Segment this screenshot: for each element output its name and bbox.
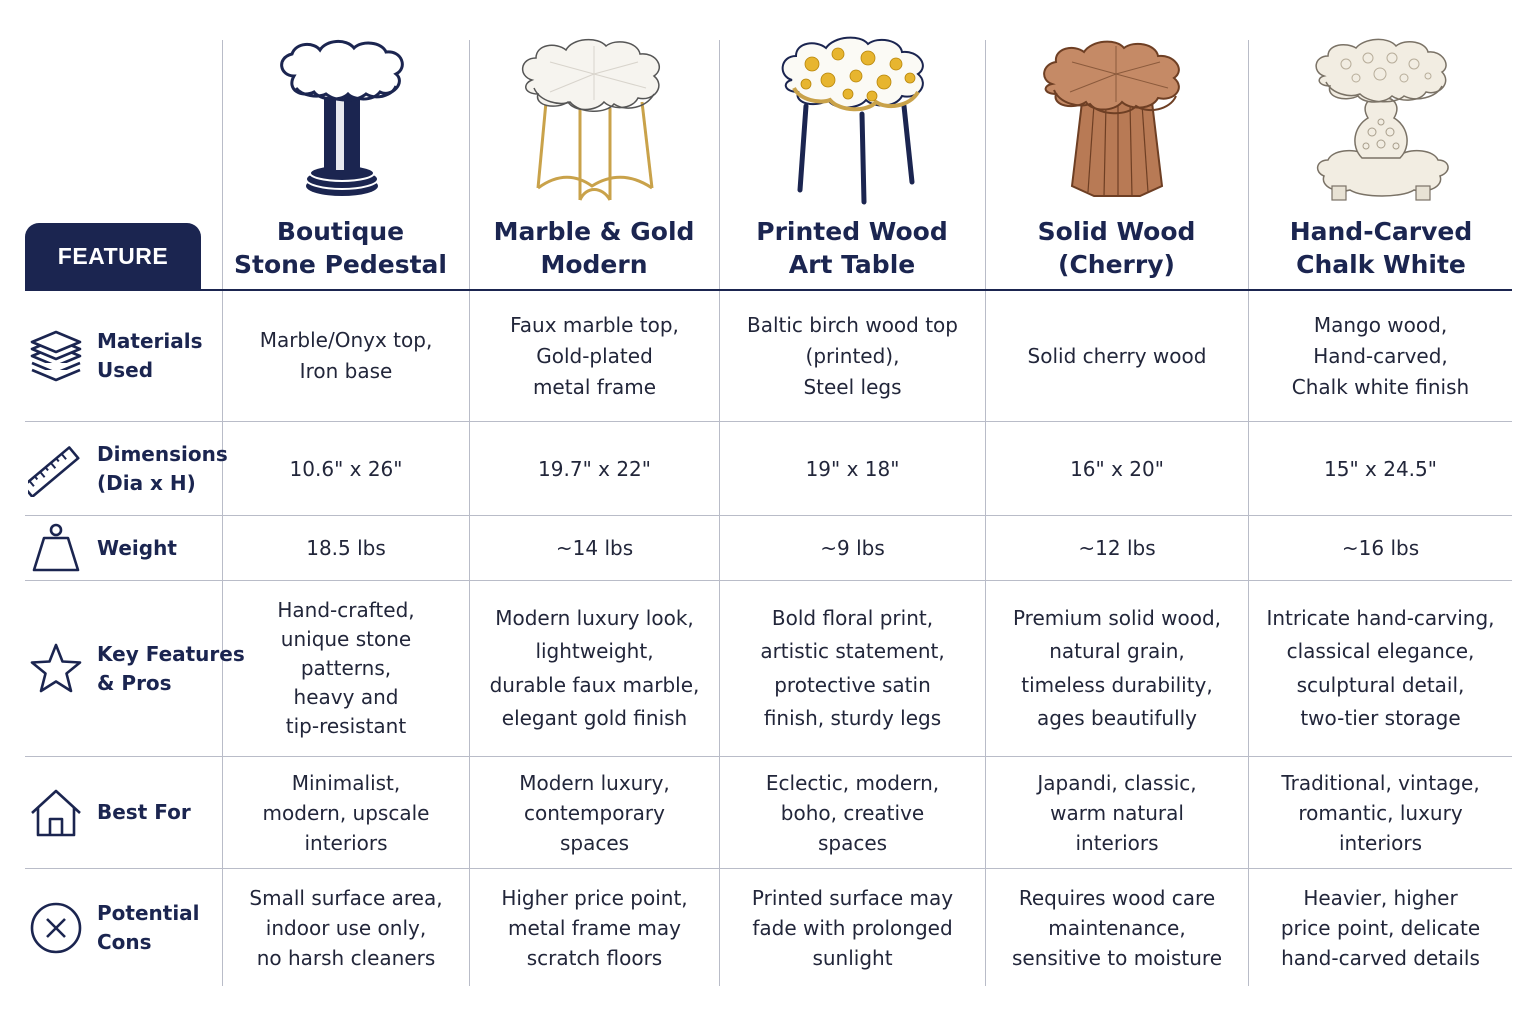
row-label-weight <box>25 516 222 580</box>
cell-weight-marble <box>470 516 719 580</box>
column-header-boutique-stone-pedestal <box>224 212 457 284</box>
cell-text: ~12 lbs <box>1078 536 1156 560</box>
cell-text: Modern luxury, <box>519 770 670 795</box>
cell-features-cherry <box>986 581 1248 756</box>
product-image-boutique-stone-pedestal <box>262 36 422 208</box>
cell-text: ~9 lbs <box>820 536 885 560</box>
cell-text: Faux marble top, <box>510 312 679 337</box>
cell-text: warm natural <box>1050 800 1184 825</box>
cell-text: Baltic birch wood top <box>746 312 958 337</box>
cell-text: interiors <box>304 830 388 855</box>
cell-weight-cherry <box>986 516 1248 580</box>
cell-text: Requires wood care <box>1018 885 1216 910</box>
cell-text: fade with prolonged <box>752 915 953 940</box>
cell-text: modern, upscale <box>262 800 430 825</box>
cell-cons-cherry <box>986 869 1248 986</box>
row-label-text: (Dia x H) <box>97 470 196 495</box>
cell-bestfor-cherry <box>986 757 1248 868</box>
cell-text: boho, creative <box>780 800 925 825</box>
row-label-dimensions <box>25 422 228 515</box>
cell-text: Printed surface may <box>751 885 954 910</box>
cell-text: interiors <box>1338 830 1423 855</box>
cell-text: protective satin <box>774 672 931 697</box>
white-cloud-top-navy-pedestal-table-illustration <box>262 36 422 208</box>
cell-text: hand-carved details <box>1281 945 1480 970</box>
cell-bestfor-marble <box>470 757 719 868</box>
cell-weight-printed <box>720 516 985 580</box>
layers-icon <box>25 325 87 387</box>
product-image-hand-carved-chalk-white <box>1306 36 1456 208</box>
product-image-printed-wood-art-table <box>772 36 938 208</box>
row-label-materials <box>25 291 222 421</box>
row-label-text: Materials <box>97 329 203 353</box>
cell-cons-chalk <box>1249 869 1512 986</box>
cell-text: two-tier storage <box>1300 706 1461 730</box>
row-label-text: Potential <box>97 900 200 925</box>
cell-materials-printed <box>720 291 985 421</box>
cell-text: artistic statement, <box>760 639 945 663</box>
product-name-line: Stone Pedestal <box>234 250 447 279</box>
cell-text: Traditional, vintage, <box>1281 770 1480 795</box>
row-label-best-for <box>25 757 222 868</box>
cell-dimensions-chalk <box>1249 422 1512 515</box>
cell-text: heavy and <box>293 685 399 709</box>
cell-cons-marble <box>470 869 719 986</box>
cell-text: Eclectic, modern, <box>765 770 940 795</box>
feature-header-badge: FEATURE <box>25 223 201 290</box>
product-name-line: Chalk White <box>1296 250 1466 279</box>
cell-text: scratch floors <box>526 945 663 970</box>
row-label-text: Cons <box>97 929 152 954</box>
cell-weight-boutique <box>223 516 469 580</box>
cell-text: metal frame may <box>507 915 682 940</box>
cell-materials-boutique <box>223 291 469 421</box>
star-icon <box>25 638 87 700</box>
cell-text: Japandi, classic, <box>1037 770 1197 795</box>
cell-text: Steel legs <box>803 374 902 399</box>
x-circle-icon <box>25 897 87 959</box>
cell-text: Heavier, higher <box>1303 885 1458 910</box>
cell-bestfor-printed <box>720 757 985 868</box>
cell-weight-chalk <box>1249 516 1512 580</box>
product-name-line: (Cherry) <box>1058 250 1175 279</box>
product-name-line: Marble & Gold <box>493 217 695 246</box>
white-marble-flower-top-gold-frame-table-illustration <box>510 36 676 208</box>
cell-materials-chalk <box>1249 291 1512 421</box>
cell-text: 19.7" x 22" <box>538 456 651 481</box>
cell-text: Iron base <box>299 359 393 383</box>
product-image-marble-gold-modern <box>510 36 676 208</box>
row-label-text: Weight <box>97 535 177 560</box>
cell-text: ~16 lbs <box>1341 536 1420 560</box>
cell-text: sensitive to moisture <box>1011 945 1222 970</box>
cell-text: Hand-carved, <box>1313 343 1448 368</box>
product-name-line: Boutique <box>276 217 405 246</box>
cell-features-boutique <box>223 581 469 756</box>
cell-text: spaces <box>817 830 888 855</box>
cell-features-chalk <box>1249 581 1512 756</box>
cell-text: finish, sturdy legs <box>763 706 942 730</box>
cell-text: 19" x 18" <box>805 456 900 481</box>
cell-text: maintenance, <box>1048 915 1186 940</box>
cell-text: Solid cherry wood <box>1027 343 1207 368</box>
cell-materials-marble <box>470 291 719 421</box>
cell-text: natural grain, <box>1049 639 1185 663</box>
column-header-marble-gold-modern <box>471 212 717 284</box>
cell-bestfor-chalk <box>1249 757 1512 868</box>
cell-text: sunlight <box>812 945 893 970</box>
row-label-text: Best For <box>97 800 191 824</box>
cell-text: Premium solid wood, <box>1012 605 1222 630</box>
product-name-line: Art Table <box>788 250 916 279</box>
cell-text: no harsh cleaners <box>256 945 436 970</box>
cell-cons-boutique <box>223 869 469 986</box>
cell-text: Small surface area, <box>249 885 443 910</box>
product-name-line: Hand-Carved <box>1289 217 1473 246</box>
cell-text: sculptural detail, <box>1296 672 1465 697</box>
row-label-key-features <box>25 581 245 756</box>
cherry-wood-flower-top-fluted-base-table-illustration <box>1036 36 1198 208</box>
cell-dimensions-printed <box>720 422 985 515</box>
cell-text: ~14 lbs <box>555 536 634 560</box>
cell-text: tip-resistant <box>285 714 407 738</box>
row-label-text: Dimensions <box>97 441 228 466</box>
cell-text: ages beautifully <box>1036 706 1198 730</box>
cell-text: Hand-crafted, <box>277 598 415 622</box>
row-label-text: Used <box>97 358 154 382</box>
cell-text: Gold-plated <box>536 343 653 368</box>
row-label-potential-cons <box>25 869 222 986</box>
cell-text: interiors <box>1075 830 1159 855</box>
cell-text: classical elegance, <box>1286 639 1475 663</box>
cell-dimensions-cherry <box>986 422 1248 515</box>
cell-text: unique stone <box>280 627 412 651</box>
floral-printed-top-black-leg-table-illustration <box>772 36 938 208</box>
cell-text: Chalk white finish <box>1291 374 1470 399</box>
weight-icon <box>25 517 87 579</box>
cell-text: (printed), <box>805 343 900 368</box>
cell-text: Mango wood, <box>1313 312 1448 337</box>
cell-text: Modern luxury look, <box>495 605 694 630</box>
cell-text: 18.5 lbs <box>306 536 386 560</box>
column-header-solid-wood-cherry <box>987 212 1246 284</box>
column-header-printed-wood-art-table <box>721 212 983 284</box>
row-label-text: & Pros <box>97 670 172 695</box>
product-name-line: Solid Wood <box>1037 217 1196 246</box>
cell-materials-cherry <box>986 291 1248 421</box>
cell-text: spaces <box>559 830 630 855</box>
cell-text: patterns, <box>300 656 392 680</box>
cell-text: indoor use only, <box>265 915 427 940</box>
cell-features-marble <box>470 581 719 756</box>
cell-cons-printed <box>720 869 985 986</box>
cell-text: lightweight, <box>535 639 654 663</box>
cell-text: contemporary <box>523 800 665 825</box>
product-image-solid-wood-cherry <box>1036 36 1198 208</box>
carved-chalk-white-two-tier-pedestal-table-illustration <box>1306 36 1456 208</box>
column-header-hand-carved-chalk-white <box>1250 212 1512 284</box>
cell-text: elegant gold finish <box>501 706 688 730</box>
cell-text: 16" x 20" <box>1070 456 1164 481</box>
ruler-icon <box>25 438 87 500</box>
cell-text: Bold floral print, <box>771 605 934 630</box>
cell-text: durable faux marble, <box>489 672 700 697</box>
cell-dimensions-boutique <box>223 422 469 515</box>
cell-text: romantic, luxury <box>1298 800 1463 825</box>
product-name-line: Modern <box>540 250 648 279</box>
house-icon <box>25 782 87 844</box>
cell-bestfor-boutique <box>223 757 469 868</box>
cell-dimensions-marble <box>470 422 719 515</box>
product-name-line: Printed Wood <box>756 217 948 246</box>
cell-text: 10.6" x 26" <box>289 456 403 481</box>
cell-text: Intricate hand-carving, <box>1266 605 1495 630</box>
cell-text: price point, delicate <box>1280 915 1481 940</box>
cell-text: Higher price point, <box>501 885 688 910</box>
cell-features-printed <box>720 581 985 756</box>
cell-text: 15" x 24.5" <box>1324 456 1437 481</box>
cell-text: Minimalist, <box>291 770 401 795</box>
cell-text: metal frame <box>532 374 657 399</box>
row-label-text: Key Features <box>97 641 245 666</box>
cell-text: Marble/Onyx top, <box>259 328 433 352</box>
cell-text: timeless durability, <box>1021 672 1213 697</box>
